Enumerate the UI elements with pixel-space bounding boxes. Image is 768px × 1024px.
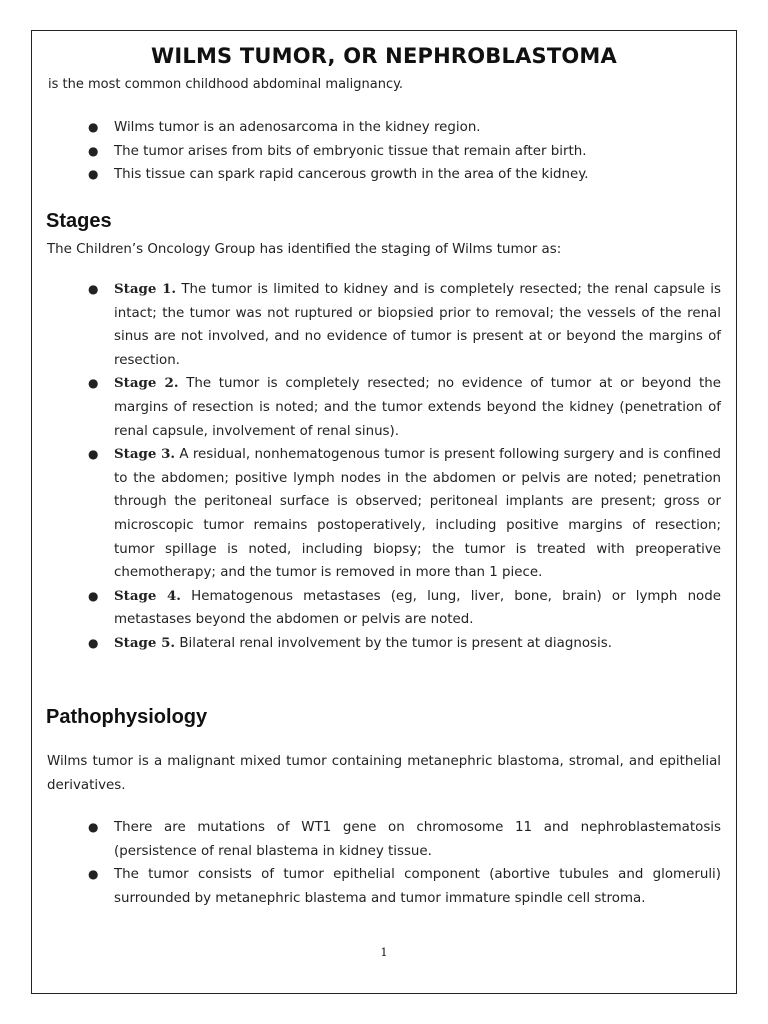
stages-list [0,278,721,656]
document-title: WILMS TUMOR, OR NEPHROBLASTOMA [150,44,617,68]
stage-item [0,372,721,443]
stage-item [0,278,721,372]
stages-intro: The Children’s Oncology Group has identified the staging of Wilms tumor as: [47,242,562,257]
pathophysiology-list [0,816,721,910]
bullet-icon: ● [88,588,99,603]
stage-text: The tumor is limited to kidney and is completely resected; the renal capsule is intact; the tumor was not ruptured or biopsied prior to removal; the vessels of the renal sinus are not involved, and no evidence of tumor is present at or beyond the margins of resection. [114,282,721,368]
stage-label: Stage 4. [114,587,181,604]
page-number: 1 [380,946,388,959]
bullet-icon: ● [88,120,99,134]
stage-item [0,443,721,585]
list-item [0,816,721,863]
bullet-icon: ● [88,143,99,158]
stage-label: Stage 3. [114,446,176,463]
list-item [0,163,721,187]
bullet-icon: ● [88,635,99,650]
bullet-icon: ● [88,820,99,834]
pathophysiology-intro: Wilms tumor is a malignant mixed tumor containing metanephric blastoma, stromal, and epithelial derivatives. [47,754,721,793]
bullet-icon: ● [88,376,99,391]
list-item-text: The tumor arises from bits of embryonic tissue that remain after birth. [114,143,587,159]
stage-text: Hematogenous metastases (eg, lung, liver, bone, brain) or lymph node metastases beyond the abdomen or pelvis are noted. [114,588,721,628]
intro-bullet-list [0,116,721,187]
list-item [0,140,721,164]
stage-text: The tumor is completely resected; no evidence of tumor at or beyond the margins of resection is noted; and the tumor extends beyond the kidney (penetration of renal capsule, involvement of renal sinus). [114,376,722,439]
bullet-icon: ● [88,167,99,182]
stage-item [0,632,721,656]
list-item-text: Wilms tumor is an adenosarcoma in the kidney region. [114,120,481,135]
bullet-icon: ● [88,867,99,882]
list-item-text: There are mutations of WT1 gene on chromosome 11 and nephroblastematosis (persistence of renal blastema in kidney tissue. [114,820,721,859]
list-item-text: This tissue can spark rapid cancerous growth in the area of the kidney. [114,167,589,183]
list-item [0,863,721,910]
stage-label: Stage 5. [114,634,176,651]
stage-label: Stage 2. [114,375,179,392]
stage-text: Bilateral renal involvement by the tumor is present at diagnosis. [179,635,612,651]
bullet-icon: ● [88,282,99,296]
stages-heading: Stages [46,210,112,232]
bullet-icon: ● [88,447,99,462]
intro-text: is the most common childhood abdominal malignancy. [48,77,404,92]
list-item-text: The tumor consists of tumor epithelial component (abortive tubules and glomeruli) surrounded by metanephric blastema and tumor immature spindle cell stroma. [114,867,721,906]
stage-text: A residual, nonhematogenous tumor is present following surgery and is confined to the abdomen; positive lymph nodes in the abdomen or pelvis are noted; penetration through the peritoneal surface is observed; peritoneal implants are present; gross or microscopic tumor remains postoperatively, including positive margins of resection; tumor spillage is noted, including biopsy; the tumor is treated with preoperative chemotherapy; and the tumor is removed in more than 1 piece. [114,447,721,581]
list-item [0,116,721,140]
stage-label: Stage 1. [114,281,177,297]
stage-item [0,585,721,632]
pathophysiology-heading: Pathophysiology [46,706,208,728]
